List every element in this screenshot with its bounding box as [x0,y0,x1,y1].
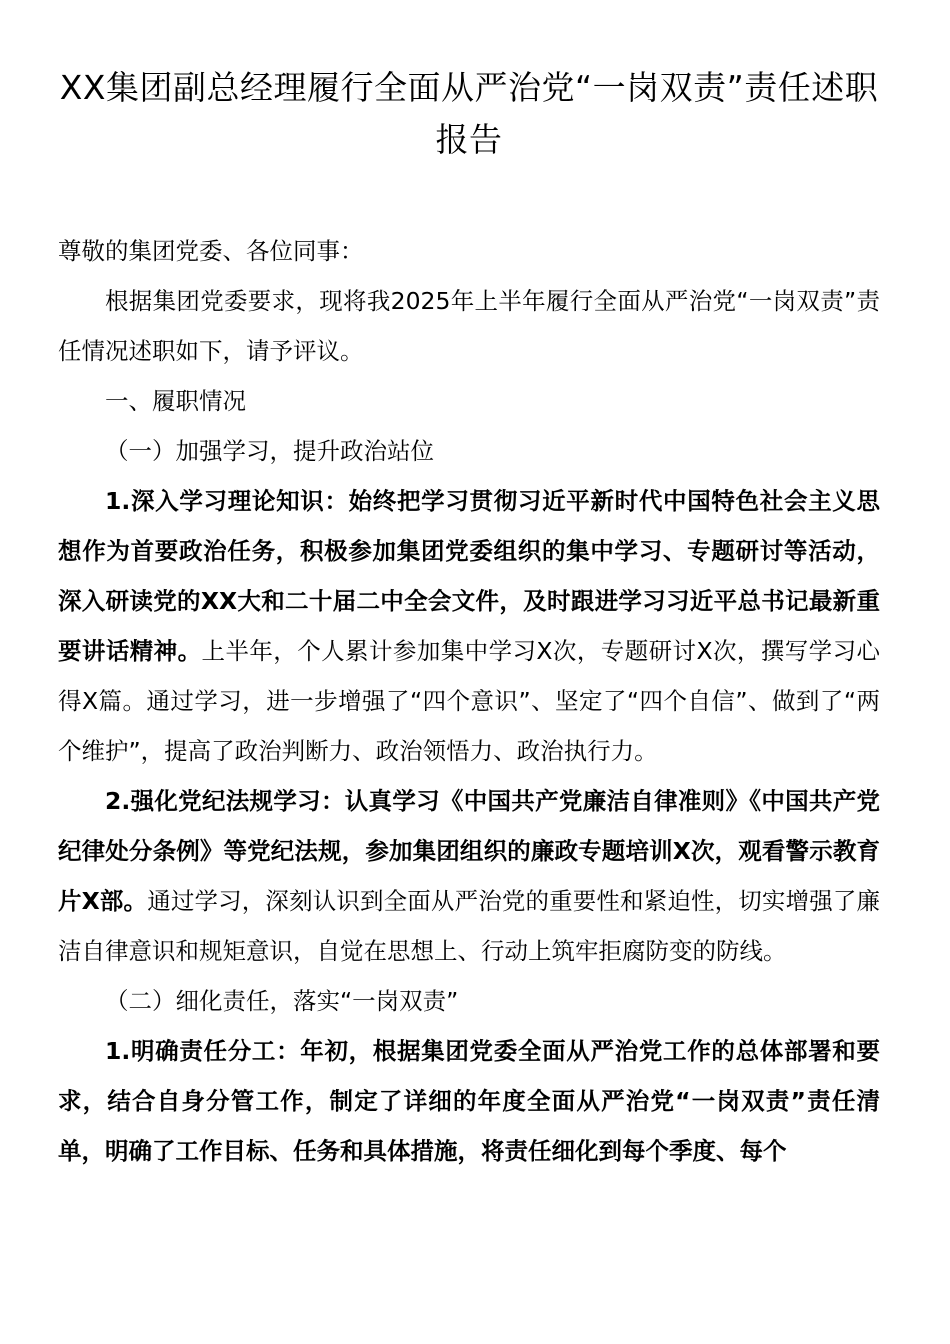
intro-paragraph: 根据集团党委要求，现将我2025年上半年履行全面从严治党“一岗双责”责任情况述职如下，请予评议。 [58,287,880,365]
paragraph-theory-study [58,476,880,776]
paragraph-lead-bold: 2.强化党纪法规学习：认真学习《中国共产党廉洁自律准则》《中国共产党纪律处分条例》等党纪法规，参加集团组织的廉政专题培训X次，观看警示教育片X部。 [58,787,880,915]
document-title: XX集团副总经理履行全面从严治党“一岗双责”责任述职报告 [59,68,879,159]
paragraph-lead-bold: 1.明确责任分工：年初，根据集团党委全面从严治党工作的总体部署和要求，结合自身分管工作，制定了详细的年度全面从严治党“一岗双责”责任清单，明确了工作目标、任务和具体措施，将责任细化到每个季度、每个 [58,1037,880,1165]
section-heading-performance: 一、履职情况 [105,387,246,415]
title-spacer [58,166,880,226]
paragraph-lead-bold: 1.深入学习理论知识：始终把学习贯彻习近平新时代中国特色社会主义思想作为首要政治任务，积极参加集团党委组织的集中学习、专题研讨等活动，深入研读党的XX大和二十届二中全会文件，及时跟进学习习近平总书记最新重要讲话精神。 [58,487,880,665]
document-page [58,62,880,1176]
salutation: 尊敬的集团党委、各位同事： [58,237,364,265]
subsection-heading-responsibility: （二）细化责任，落实“一岗双责” [105,987,459,1015]
paragraph-discipline-study [58,776,880,976]
paragraph-body-text: 通过学习，深刻认识到全面从严治党的重要性和紧迫性，切实增强了廉洁自律意识和规矩意识，自觉在思想上、行动上筑牢拒腐防变的防线。 [58,887,881,965]
subsection-heading-study: （一）加强学习，提升政治站位 [105,437,434,465]
paragraph-body-text: 上半年，个人累计参加集中学习X次，专题研讨X次，撰写学习心得X篇。通过学习，进一步增强了“四个意识”、坚定了“四个自信”、做到了“两个维护”，提高了政治判断力、政治领悟力、政治执行力。 [58,637,881,765]
paragraph-responsibility-division [58,1026,880,1176]
